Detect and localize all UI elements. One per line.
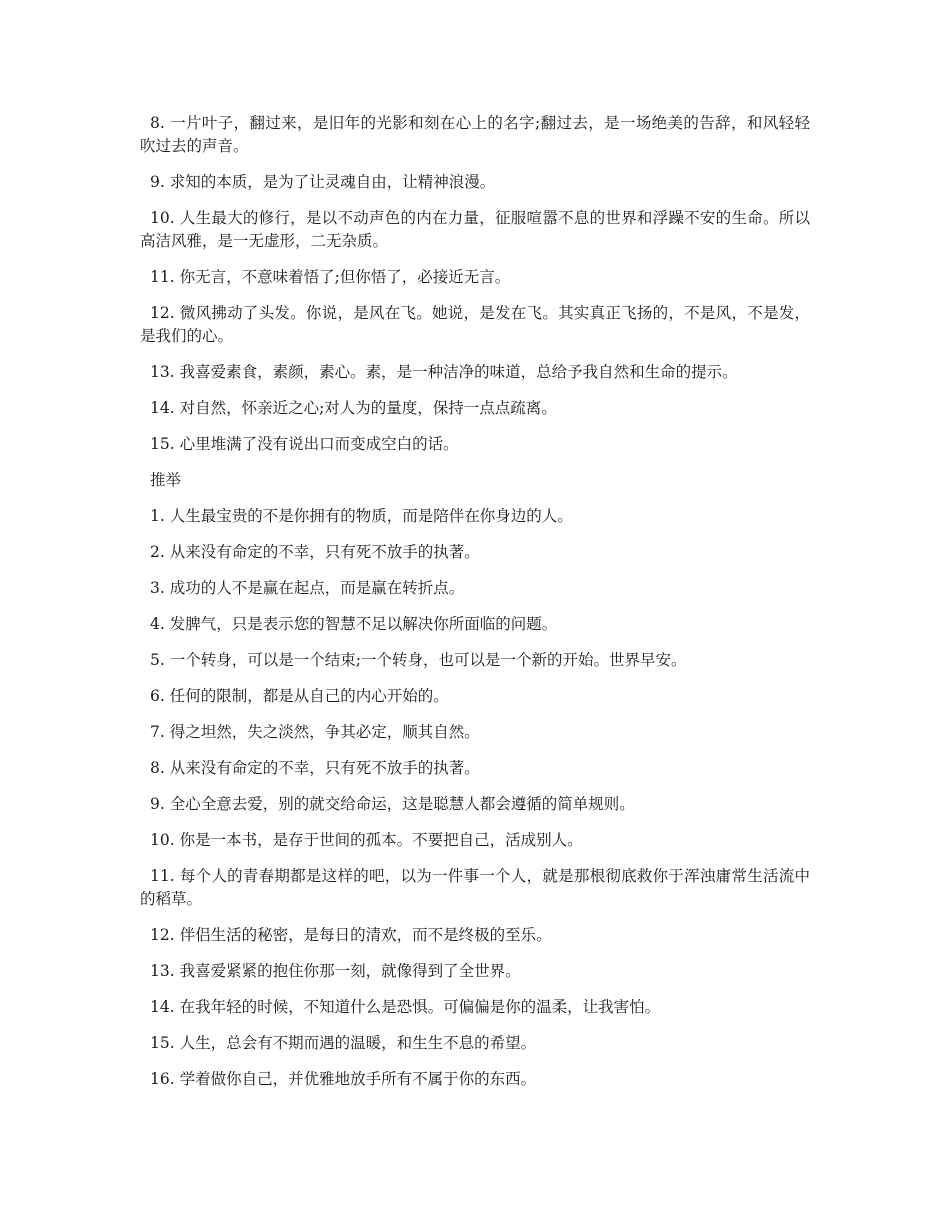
paragraph: 3. 成功的人不是赢在起点，而是赢在转折点。 — [150, 579, 465, 597]
paragraph: 10. 你是一本书，是存于世间的孤本。不要把自己，活成别人。 — [150, 831, 583, 849]
paragraph: 12. 伴侣生活的秘密，是每日的清欢，而不是终极的至乐。 — [150, 926, 552, 944]
paragraph: 10. 人生最大的修行，是以不动声色的内在力量，征服喧嚣不息的世界和浮躁不安的生命。所以高洁风雅，是一无虚形，二无杂质。 — [140, 209, 810, 250]
paragraph: 2. 从来没有命定的不幸，只有死不放手的执著。 — [150, 543, 480, 561]
paragraph: 9. 全心全意去爱，别的就交给命运，这是聪慧人都会遵循的简单规则。 — [150, 795, 635, 813]
paragraph: 7. 得之坦然，失之淡然，争其必定，顺其自然。 — [150, 723, 480, 741]
paragraph: 16. 学着做你自己，并优雅地放手所有不属于你的东西。 — [150, 1070, 537, 1088]
paragraph: 9. 求知的本质，是为了让灵魂自由，让精神浪漫。 — [150, 173, 496, 191]
paragraph: 15. 心里堆满了没有说出口而变成空白的话。 — [150, 435, 459, 453]
section-heading: 推举 — [150, 471, 182, 489]
paragraph: 11. 每个人的青春期都是这样的吧，以为一件事一个人，就是那根彻底救你于浑浊庸常生活流中的稻草。 — [140, 867, 810, 908]
paragraph: 13. 我喜爱素食，素颜，素心。素，是一种洁净的味道，总给予我自然和生命的提示。 — [150, 363, 738, 381]
paragraph: 14. 在我年轻的时候，不知道什么是恐惧。可偏偏是你的温柔，让我害怕。 — [150, 998, 661, 1016]
paragraph: 4. 发脾气，只是表示您的智慧不足以解决你所面临的问题。 — [150, 615, 558, 633]
paragraph: 1. 人生最宝贵的不是你拥有的物质，而是陪伴在你身边的人。 — [150, 507, 573, 525]
paragraph: 6. 任何的限制，都是从自己的内心开始的。 — [150, 687, 449, 705]
paragraph: 5. 一个转身，可以是一个结束;一个转身，也可以是一个新的开始。世界早安。 — [150, 651, 687, 669]
paragraph: 15. 人生，总会有不期而遇的温暖，和生生不息的希望。 — [150, 1034, 537, 1052]
paragraph: 13. 我喜爱紧紧的抱住你那一刻，就像得到了全世界。 — [150, 962, 521, 980]
paragraph: 12. 微风拂动了头发。你说，是风在飞。她说，是发在飞。其实真正飞扬的，不是风，不是发，是我们的心。 — [140, 304, 810, 345]
section-1 — [140, 112, 810, 456]
paragraph: 14. 对自然，怀亲近之心;对人为的量度，保持一点点疏离。 — [150, 399, 557, 417]
paragraph: 11. 你无言，不意味着悟了;但你悟了，必接近无言。 — [150, 268, 511, 286]
paragraph: 8. 从来没有命定的不幸，只有死不放手的执著。 — [150, 759, 480, 777]
section-2 — [140, 505, 810, 1091]
paragraph: 8. 一片叶子，翻过来，是旧年的光影和刻在心上的名字;翻过去，是一场绝美的告辞，和风轻轻吹过去的声音。 — [140, 114, 810, 155]
